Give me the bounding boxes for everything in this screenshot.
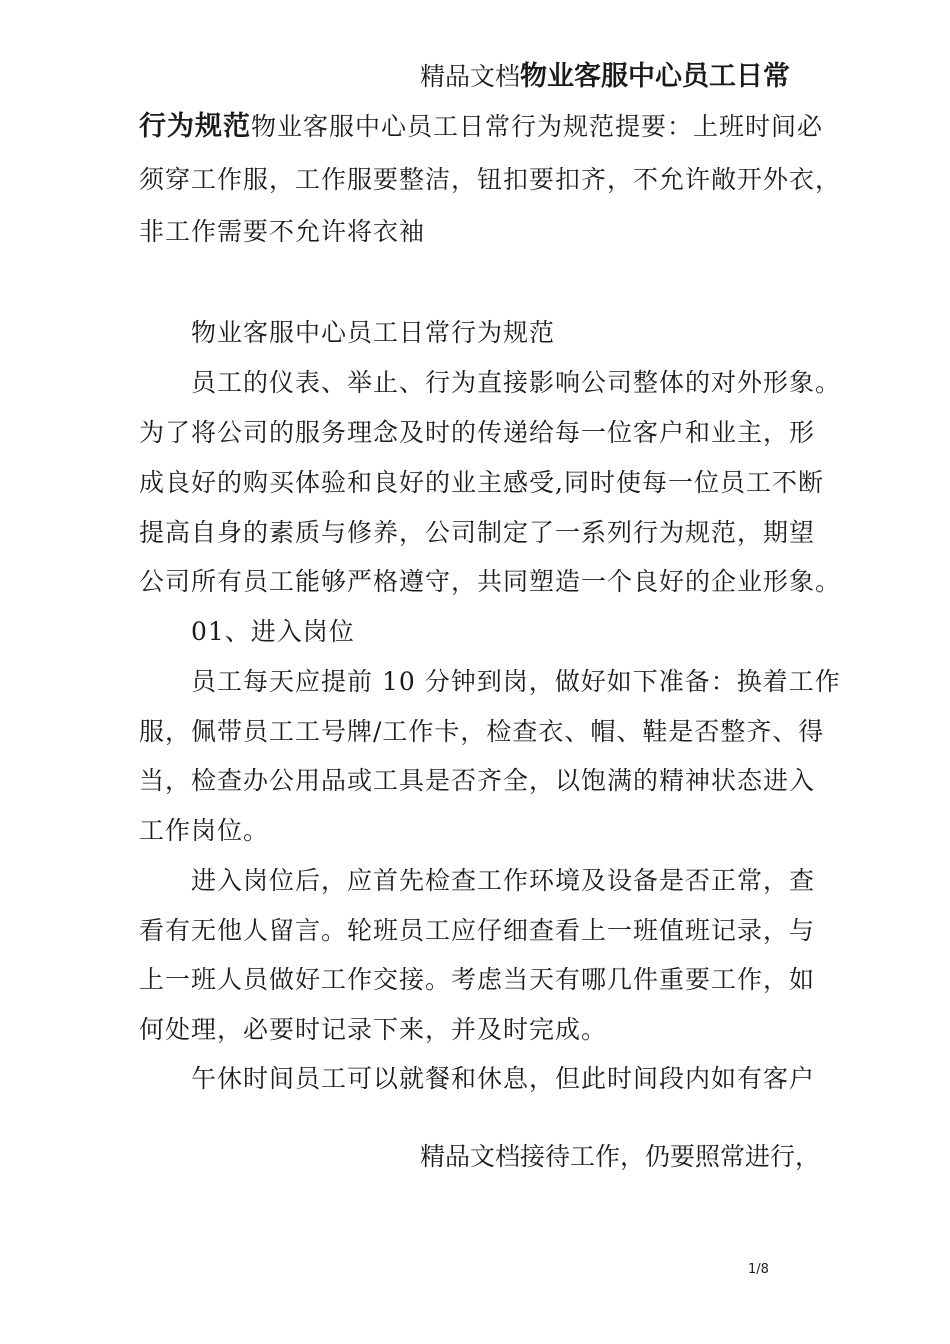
para2-line-2: 服，佩带员工工号牌/工作卡，检查衣、帽、鞋是否整齐、得 bbox=[139, 717, 825, 746]
intro-line-3: 非工作需要不允许将衣袖 bbox=[139, 217, 426, 246]
para3-line-3: 上一班人员做好工作交接。考虑当天有哪几件重要工作，如 bbox=[139, 965, 816, 994]
para1-line-5: 公司所有员工能够严格遵守，共同塑造一个良好的企业形象。 bbox=[139, 567, 842, 596]
body-heading: 物业客服中心员工日常行为规范 bbox=[191, 318, 556, 347]
document-title-part2: 行为规范 bbox=[139, 111, 251, 142]
para2-line-4: 工作岗位。 bbox=[139, 816, 270, 845]
para3-line-1: 进入岗位后，应首先检查工作环境及设备是否正常，查 bbox=[191, 866, 816, 895]
document-title-part1: 物业客服中心员工日常 bbox=[520, 61, 791, 92]
page-number: 1/8 bbox=[748, 1262, 769, 1277]
para2-line-1: 员工每天应提前 10 分钟到岗，做好如下准备：换着工作 bbox=[191, 667, 841, 696]
header-watermark: 精品文档 bbox=[420, 62, 521, 91]
para2-line-3: 当，检查办公用品或工具是否齐全，以饱满的精神状态进入 bbox=[139, 766, 816, 795]
footer-continuation: 接待工作，仍要照常进行， bbox=[520, 1142, 821, 1171]
intro-text-1: 物业客服中心员工日常行为规范提要：上班时间必 bbox=[251, 112, 824, 141]
intro-line-1 bbox=[139, 102, 824, 152]
para3-line-4: 何处理，必要时记录下来，并及时完成。 bbox=[139, 1015, 608, 1044]
para4-line-1: 午休时间员工可以就餐和休息，但此时间段内如有客户 bbox=[191, 1064, 816, 1093]
para1-line-2: 为了将公司的服务理念及时的传递给每一位客户和业主，形 bbox=[139, 418, 816, 447]
para1-line-3: 成良好的购买体验和良好的业主感受,同时使每一位员工不断 bbox=[139, 468, 824, 497]
footer-line bbox=[420, 1132, 820, 1182]
section1-title: 01、进入岗位 bbox=[191, 617, 355, 646]
para1-line-4: 提高自身的素质与修养，公司制定了一系列行为规范，期望 bbox=[139, 518, 816, 547]
para3-line-2: 看有无他人留言。轮班员工应仔细查看上一班值班记录，与 bbox=[139, 916, 816, 945]
footer-watermark: 精品文档 bbox=[420, 1142, 521, 1171]
intro-line-2: 须穿工作服，工作服要整洁，钮扣要扣齐，不允许敞开外衣， bbox=[139, 165, 842, 194]
para1-line-1: 员工的仪表、举止、行为直接影响公司整体的对外形象。 bbox=[191, 368, 842, 397]
header-line bbox=[420, 52, 790, 102]
